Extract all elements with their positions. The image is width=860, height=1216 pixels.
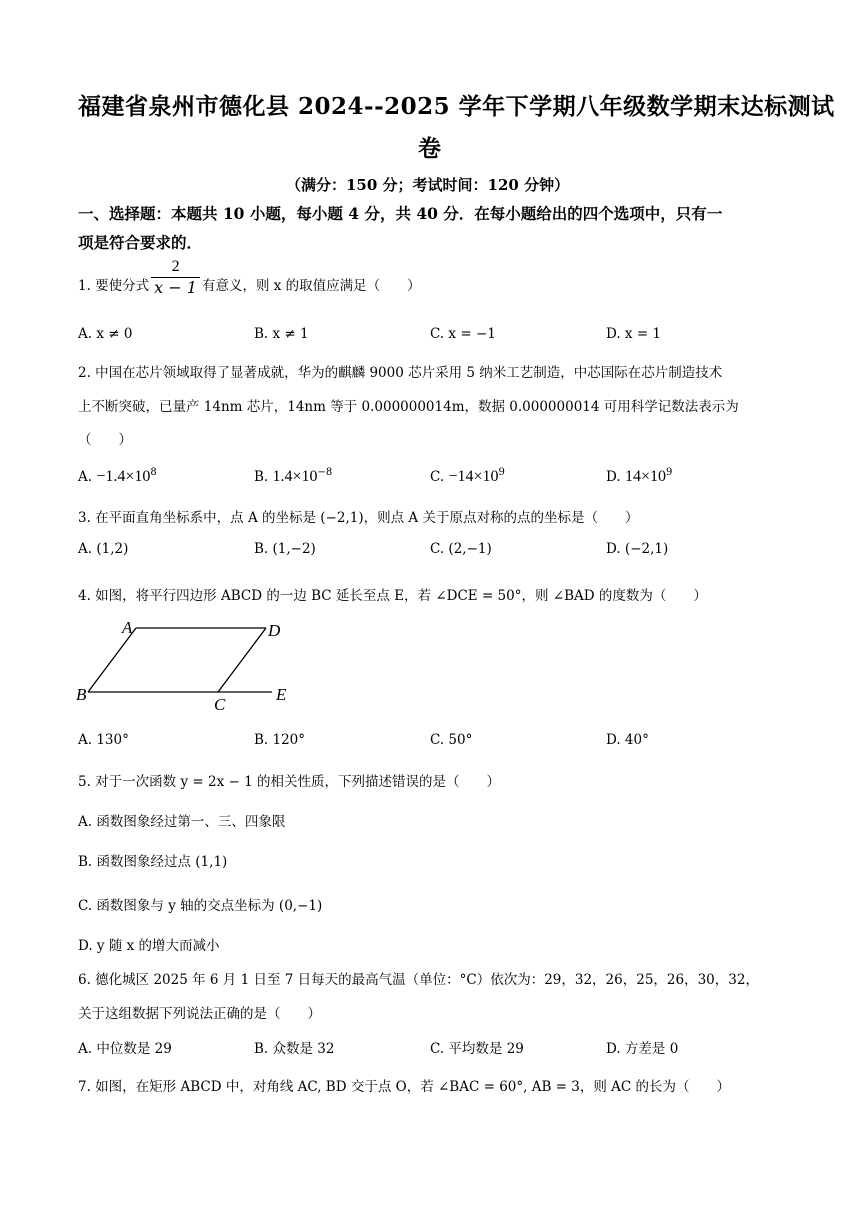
document-title: 福建省泉州市德化县 2024--2025 学年下学期八年级数学期末达标测试	[78, 93, 835, 120]
fraction-denominator: x − 1	[154, 278, 197, 297]
question-2-line-3: （ ）	[78, 432, 132, 448]
section-heading: 一、选择题：本题共 10 小题，每小题 4 分，共 40 分．在每小题给出的四个选项中，只有一	[78, 204, 723, 223]
option-a[interactable]: A. x ≠ 0	[78, 326, 133, 342]
option-d[interactable]: D. x = 1	[606, 326, 662, 342]
label-b: B	[76, 685, 87, 704]
question-2-line-1: 2. 中国在芯片领域取得了显著成就，华为的麒麟 9000 芯片采用 5 纳米工艺制造，中芯国际在芯片制造技术	[78, 365, 723, 381]
option-b[interactable]: B. x ≠ 1	[254, 326, 309, 342]
question-3: 3. 在平面直角坐标系中，点 A 的坐标是 (−2,1)，则点 A 关于原点对称的点的坐标是（ ）	[78, 510, 639, 526]
option-b[interactable]	[254, 467, 332, 486]
exponent: 9	[665, 467, 673, 478]
option-d[interactable]: D. y 随 x 的增大而减小	[78, 938, 220, 954]
option-c[interactable]: C. x = −1	[430, 326, 496, 342]
question-4: 4. 如图，将平行四边形 ABCD 的一边 BC 延长至点 E，若 ∠DCE = 50°，则 ∠BAD 的度数为（ ）	[78, 588, 707, 604]
option-c[interactable]: C. 函数图象与 y 轴的交点坐标为 (0,−1)	[78, 898, 323, 914]
parallelogram-figure	[72, 612, 302, 720]
exponent: −8	[317, 467, 333, 478]
label-e: E	[276, 685, 287, 704]
question-2-line-2: 上不断突破，已量产 14nm 芯片，14nm 等于 0.000000014m，数据 0.000000014 可用科学记数法表示为	[78, 399, 739, 415]
option-letter: B.	[254, 469, 269, 485]
option-b[interactable]: B. (1,−2)	[254, 541, 316, 557]
question-6-line-2: 关于这组数据下列说法正确的是（ ）	[78, 1006, 321, 1022]
question-1	[78, 258, 421, 307]
option-a[interactable]: A. 中位数是 29	[78, 1041, 172, 1057]
option-c[interactable]: C. 平均数是 29	[430, 1041, 524, 1057]
option-letter: D.	[606, 469, 621, 485]
option-c[interactable]: C. 50°	[430, 732, 473, 748]
segment-ab	[88, 628, 136, 692]
option-letter: A.	[78, 469, 93, 485]
option-b[interactable]: B. 120°	[254, 732, 306, 748]
option-b[interactable]: B. 函数图象经过点 (1,1)	[78, 854, 228, 870]
option-value: −1.4×10	[96, 468, 151, 485]
segment-cd	[218, 628, 266, 692]
option-c[interactable]	[430, 467, 505, 486]
document-title-continued: 卷	[418, 135, 442, 162]
option-d[interactable]: D. 40°	[606, 732, 649, 748]
question-1-suffix: 有意义，则 x 的取值应满足（ ）	[201, 278, 421, 294]
exponent: 8	[150, 467, 157, 478]
question-7: 7. 如图，在矩形 ABCD 中，对角线 AC, BD 交于点 O，若 ∠BAC = 60°, AB = 3，则 AC 的长为（ ）	[78, 1079, 731, 1095]
exponent: 9	[498, 467, 505, 478]
option-d[interactable]	[606, 467, 672, 486]
label-a: A	[122, 618, 133, 637]
option-b[interactable]: B. 众数是 32	[254, 1041, 335, 1057]
option-letter: C.	[430, 469, 445, 485]
option-a[interactable]	[78, 467, 157, 486]
option-value: 14×10	[624, 468, 666, 485]
option-d[interactable]: D. (−2,1)	[606, 541, 669, 557]
exam-info: （满分：150 分；考试时间：120 分钟）	[286, 176, 570, 194]
option-a[interactable]: A. 130°	[78, 732, 129, 748]
question-6-line-1: 6. 德化城区 2025 年 6 月 1 日至 7 日每天的最高气温（单位：°C）依次为：29，32，26，25，26，30，32，	[78, 972, 759, 988]
option-value: 1.4×10	[272, 468, 318, 485]
option-d[interactable]: D. 方差是 0	[606, 1041, 679, 1057]
option-a[interactable]: A. (1,2)	[78, 541, 129, 557]
option-a[interactable]: A. 函数图象经过第一、三、四象限	[78, 814, 286, 830]
option-c[interactable]: C. (2,−1)	[430, 541, 492, 557]
fraction	[151, 257, 200, 298]
fraction-numerator: 2	[151, 257, 200, 278]
section-heading-continued: 项是符合要求的．	[78, 233, 203, 252]
label-c: C	[214, 695, 226, 714]
label-d: D	[268, 621, 281, 640]
question-5: 5. 对于一次函数 y = 2x − 1 的相关性质，下列描述错误的是（ ）	[78, 774, 500, 790]
question-1-prefix: 1. 要使分式	[78, 278, 150, 294]
option-value: −14×10	[448, 468, 499, 485]
